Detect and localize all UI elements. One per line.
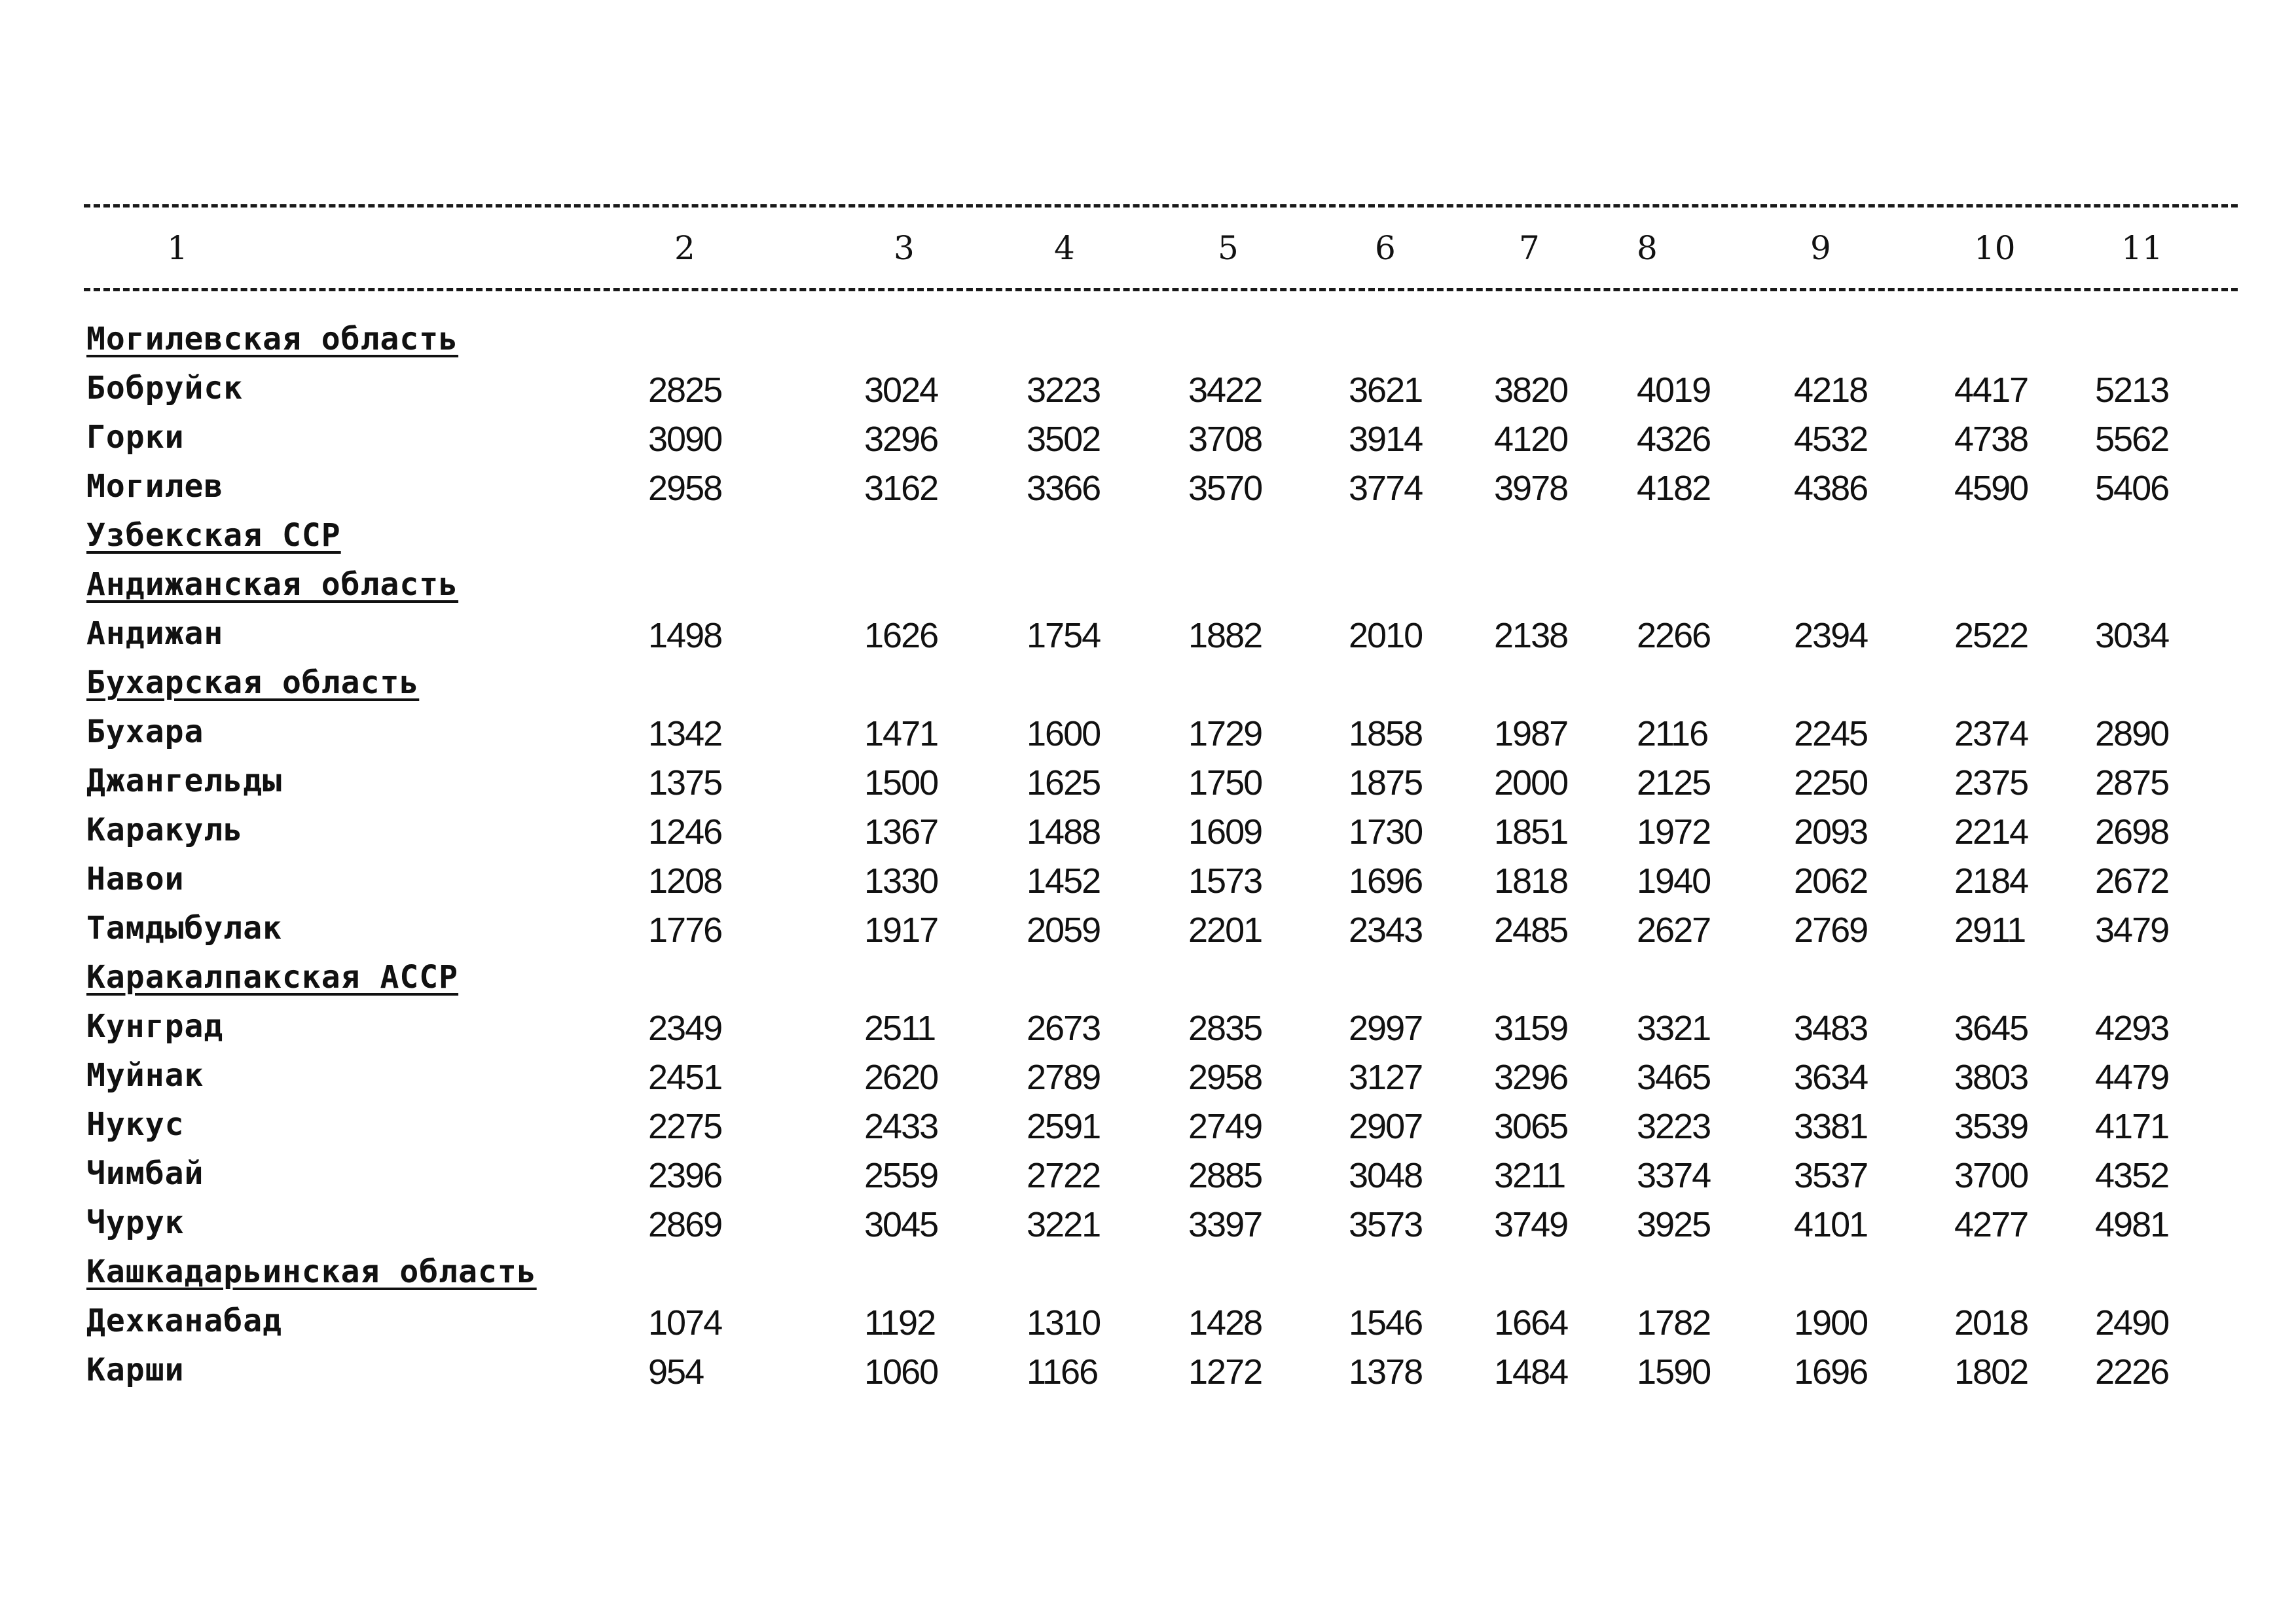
table-cell-col-7: 1851: [1494, 812, 1568, 852]
city-name: Муйнак: [86, 1057, 204, 1094]
table-row: [0, 861, 2296, 908]
table-cell-col-2: 1074: [648, 1303, 722, 1343]
city-name: Андижан: [86, 615, 224, 652]
city-name: Нукус: [86, 1106, 185, 1143]
table-cell-col-5: 1573: [1188, 861, 1262, 901]
table-cell-col-8: 4019: [1637, 370, 1711, 410]
table-cell-col-5: 2835: [1188, 1009, 1262, 1048]
table-cell-col-4: 3502: [1027, 420, 1101, 459]
table-cell-col-7: 3749: [1494, 1205, 1568, 1244]
city-name: Джангельды: [86, 763, 282, 799]
region-name: Могилевская область: [86, 321, 459, 357]
table-cell-col-10: 2375: [1954, 763, 2028, 803]
table-row: [0, 1155, 2296, 1202]
table-cell-col-6: 3048: [1349, 1156, 1423, 1195]
table-cell-col-2: 2869: [648, 1205, 722, 1244]
table-cell-col-3: 2559: [864, 1156, 938, 1195]
table-cell-col-8: 1782: [1637, 1303, 1711, 1343]
table-cell-col-3: 1626: [864, 616, 938, 655]
table-cell-col-10: 3539: [1954, 1107, 2028, 1146]
city-name: Бухара: [86, 713, 204, 750]
table-cell-col-9: 3537: [1794, 1156, 1868, 1195]
table-cell-col-6: 3914: [1349, 420, 1423, 459]
table-cell-col-3: 1917: [864, 911, 938, 950]
table-cell-col-4: 1452: [1027, 861, 1101, 901]
table-cell-col-10: 4417: [1954, 370, 2028, 410]
table-cell-col-2: 2275: [648, 1107, 722, 1146]
table-cell-col-11: 4981: [2095, 1205, 2169, 1244]
table-cell-col-3: 1192: [864, 1303, 936, 1343]
table-cell-col-6: 1546: [1349, 1303, 1423, 1343]
table-cell-col-2: 2451: [648, 1058, 722, 1097]
table-cell-col-5: 3708: [1188, 420, 1262, 459]
table-cell-col-3: 1471: [864, 714, 938, 753]
table-cell-col-11: 3479: [2095, 911, 2169, 950]
table-cell-col-8: 1972: [1637, 812, 1711, 852]
table-row: [0, 713, 2296, 761]
table-cell-col-4: 3366: [1027, 469, 1101, 508]
table-cell-col-4: 1625: [1027, 763, 1101, 803]
table-cell-col-9: 3634: [1794, 1058, 1868, 1097]
table-cell-col-7: 2138: [1494, 616, 1568, 655]
table-cell-col-2: 1208: [648, 861, 722, 901]
column-header-11: 11: [2121, 229, 2163, 267]
city-name: Могилев: [86, 468, 224, 505]
table-top-rule: [84, 204, 2238, 208]
table-cell-col-7: 2485: [1494, 911, 1568, 950]
table-cell-col-3: 1330: [864, 861, 938, 901]
table-cell-col-5: 3397: [1188, 1205, 1262, 1244]
table-cell-col-5: 1272: [1188, 1352, 1262, 1392]
region-header-row: [0, 566, 2296, 613]
table-cell-col-11: 2875: [2095, 763, 2169, 803]
table-cell-col-11: 2672: [2095, 861, 2169, 901]
table-cell-col-6: 1378: [1349, 1352, 1423, 1392]
table-cell-col-4: 2673: [1027, 1009, 1101, 1048]
table-cell-col-8: 2266: [1637, 616, 1711, 655]
table-cell-col-7: 3211: [1494, 1156, 1565, 1195]
city-name: Карши: [86, 1352, 185, 1388]
table-row: [0, 1057, 2296, 1104]
table-cell-col-5: 1882: [1188, 616, 1262, 655]
table-cell-col-4: 1488: [1027, 812, 1101, 852]
table-cell-col-10: 3645: [1954, 1009, 2028, 1048]
table-cell-col-2: 2349: [648, 1009, 722, 1048]
table-cell-col-2: 1498: [648, 616, 722, 655]
table-row: [0, 1106, 2296, 1153]
region-header-row: [0, 664, 2296, 712]
region-header-row: [0, 321, 2296, 368]
table-cell-col-2: 1342: [648, 714, 722, 753]
column-header-2: 2: [674, 229, 695, 267]
table-cell-col-11: 4293: [2095, 1009, 2169, 1048]
table-cell-col-10: 2911: [1954, 911, 2026, 950]
table-cell-col-3: 2620: [864, 1058, 938, 1097]
city-name: Горки: [86, 419, 185, 456]
table-cell-col-6: 2343: [1349, 911, 1423, 950]
city-name: Кунград: [86, 1008, 224, 1045]
region-name: Кашкадарьинская область: [86, 1254, 537, 1290]
table-cell-col-3: 1367: [864, 812, 938, 852]
column-header-5: 5: [1218, 229, 1239, 267]
column-header-7: 7: [1519, 229, 1540, 267]
city-name: Чимбай: [86, 1155, 204, 1192]
table-cell-col-6: 3774: [1349, 469, 1423, 508]
column-header-6: 6: [1375, 229, 1396, 267]
table-cell-col-3: 2433: [864, 1107, 938, 1146]
table-cell-col-10: 2184: [1954, 861, 2028, 901]
table-cell-col-10: 2522: [1954, 616, 2028, 655]
table-row: [0, 1008, 2296, 1055]
table-cell-col-10: 4590: [1954, 469, 2028, 508]
region-name: Узбекская ССР: [86, 517, 341, 554]
table-cell-col-11: 4171: [2095, 1107, 2169, 1146]
table-cell-col-2: 1246: [648, 812, 722, 852]
table-cell-col-9: 2093: [1794, 812, 1868, 852]
table-cell-col-2: 954: [648, 1352, 704, 1392]
table-cell-col-3: 1060: [864, 1352, 938, 1392]
city-name: Навои: [86, 861, 185, 897]
table-cell-col-2: 2825: [648, 370, 722, 410]
table-cell-col-9: 2769: [1794, 911, 1868, 950]
table-cell-col-9: 3483: [1794, 1009, 1868, 1048]
region-name: Бухарская область: [86, 664, 420, 701]
region-name: Каракалпакская АССР: [86, 959, 459, 996]
table-cell-col-9: 4101: [1794, 1205, 1868, 1244]
table-cell-col-6: 3127: [1349, 1058, 1423, 1097]
table-cell-col-11: 4352: [2095, 1156, 2169, 1195]
table-cell-col-6: 2010: [1349, 616, 1423, 655]
region-header-row: [0, 959, 2296, 1006]
table-row: [0, 419, 2296, 466]
table-cell-col-5: 2958: [1188, 1058, 1262, 1097]
table-cell-col-9: 1900: [1794, 1303, 1868, 1343]
table-cell-col-5: 2749: [1188, 1107, 1262, 1146]
table-cell-col-10: 2374: [1954, 714, 2028, 753]
table-cell-col-11: 4479: [2095, 1058, 2169, 1097]
table-cell-col-6: 3621: [1349, 370, 1423, 410]
table-cell-col-5: 1750: [1188, 763, 1262, 803]
table-cell-col-8: 3465: [1637, 1058, 1711, 1097]
table-row: [0, 370, 2296, 417]
table-cell-col-8: 2627: [1637, 911, 1711, 950]
table-cell-col-2: 3090: [648, 420, 722, 459]
table-row: [0, 763, 2296, 810]
column-header-9: 9: [1810, 229, 1831, 267]
table-cell-col-4: 1166: [1027, 1352, 1098, 1392]
table-cell-col-3: 1500: [864, 763, 938, 803]
city-name: Чурук: [86, 1204, 185, 1241]
table-cell-col-6: 1875: [1349, 763, 1423, 803]
city-name: Бобруйск: [86, 370, 244, 406]
table-cell-col-7: 1484: [1494, 1352, 1568, 1392]
table-cell-col-6: 2997: [1349, 1009, 1423, 1048]
table-cell-col-7: 3978: [1494, 469, 1568, 508]
table-cell-col-5: 3570: [1188, 469, 1262, 508]
column-header-1: 1: [167, 229, 188, 267]
table-cell-col-9: 4386: [1794, 469, 1868, 508]
table-cell-col-10: 1802: [1954, 1352, 2028, 1392]
table-cell-col-7: 1818: [1494, 861, 1568, 901]
table-cell-col-8: 4182: [1637, 469, 1711, 508]
table-cell-col-7: 2000: [1494, 763, 1568, 803]
table-row: [0, 468, 2296, 515]
table-cell-col-9: 2062: [1794, 861, 1868, 901]
region-header-row: [0, 1254, 2296, 1301]
table-cell-col-8: 1940: [1637, 861, 1711, 901]
table-cell-col-6: 3573: [1349, 1205, 1423, 1244]
table-cell-col-5: 3422: [1188, 370, 1262, 410]
table-cell-col-9: 2245: [1794, 714, 1868, 753]
table-cell-col-5: 2885: [1188, 1156, 1262, 1195]
table-cell-col-4: 1754: [1027, 616, 1101, 655]
table-cell-col-4: 2059: [1027, 911, 1101, 950]
table-cell-col-3: 3024: [864, 370, 938, 410]
table-cell-col-11: 2490: [2095, 1303, 2169, 1343]
region-name: Андижанская область: [86, 566, 459, 603]
table-row: [0, 1204, 2296, 1252]
table-cell-col-8: 1590: [1637, 1352, 1711, 1392]
table-cell-col-2: 1375: [648, 763, 722, 803]
table-cell-col-11: 2226: [2095, 1352, 2169, 1392]
table-cell-col-2: 2958: [648, 469, 722, 508]
table-cell-col-8: 2125: [1637, 763, 1711, 803]
column-header-4: 4: [1054, 229, 1075, 267]
table-cell-col-11: 3034: [2095, 616, 2169, 655]
table-cell-col-11: 2890: [2095, 714, 2169, 753]
table-cell-col-6: 1730: [1349, 812, 1423, 852]
city-name: Тамдыбулак: [86, 910, 282, 947]
city-name: Каракуль: [86, 812, 244, 848]
table-cell-col-3: 3045: [864, 1205, 938, 1244]
table-cell-col-9: 4218: [1794, 370, 1868, 410]
table-cell-col-4: 1600: [1027, 714, 1101, 753]
table-row: [0, 910, 2296, 957]
table-cell-col-3: 3162: [864, 469, 938, 508]
table-cell-col-9: 3381: [1794, 1107, 1868, 1146]
table-cell-col-6: 2907: [1349, 1107, 1423, 1146]
table-cell-col-11: 5406: [2095, 469, 2169, 508]
table-cell-col-9: 2394: [1794, 616, 1868, 655]
table-cell-col-6: 1858: [1349, 714, 1423, 753]
table-cell-col-5: 2201: [1188, 911, 1262, 950]
table-cell-col-7: 3159: [1494, 1009, 1568, 1048]
table-cell-col-9: 4532: [1794, 420, 1868, 459]
column-header-10: 10: [1974, 229, 2016, 267]
table-cell-col-11: 2698: [2095, 812, 2169, 852]
column-header-8: 8: [1637, 229, 1658, 267]
table-cell-col-7: 1987: [1494, 714, 1568, 753]
table-cell-col-11: 5562: [2095, 420, 2169, 459]
table-cell-col-8: 3374: [1637, 1156, 1711, 1195]
table-cell-col-8: 3223: [1637, 1107, 1711, 1146]
column-header-3: 3: [894, 229, 915, 267]
table-cell-col-7: 1664: [1494, 1303, 1568, 1343]
table-cell-col-4: 1310: [1027, 1303, 1101, 1343]
table-cell-col-4: 2722: [1027, 1156, 1101, 1195]
table-cell-col-4: 2591: [1027, 1107, 1101, 1146]
table-cell-col-11: 5213: [2095, 370, 2169, 410]
table-cell-col-5: 1609: [1188, 812, 1262, 852]
table-cell-col-10: 3803: [1954, 1058, 2028, 1097]
table-cell-col-10: 4277: [1954, 1205, 2028, 1244]
table-cell-col-8: 4326: [1637, 420, 1711, 459]
table-cell-col-10: 2018: [1954, 1303, 2028, 1343]
table-cell-col-7: 4120: [1494, 420, 1568, 459]
table-cell-col-7: 3820: [1494, 370, 1568, 410]
table-cell-col-10: 2214: [1954, 812, 2028, 852]
city-name: Дехканабад: [86, 1303, 282, 1339]
table-header-rule: [84, 288, 2238, 291]
table-cell-col-4: 3221: [1027, 1205, 1101, 1244]
table-cell-col-8: 3925: [1637, 1205, 1711, 1244]
table-cell-col-3: 2511: [864, 1009, 936, 1048]
table-cell-col-2: 1776: [648, 911, 722, 950]
table-cell-col-8: 3321: [1637, 1009, 1711, 1048]
table-cell-col-9: 1696: [1794, 1352, 1868, 1392]
table-row: [0, 1303, 2296, 1350]
table-cell-col-4: 2789: [1027, 1058, 1101, 1097]
table-cell-col-10: 3700: [1954, 1156, 2028, 1195]
table-cell-col-10: 4738: [1954, 420, 2028, 459]
table-cell-col-8: 2116: [1637, 714, 1708, 753]
table-cell-col-4: 3223: [1027, 370, 1101, 410]
table-row: [0, 1352, 2296, 1399]
region-header-row: [0, 517, 2296, 564]
table-cell-col-7: 3065: [1494, 1107, 1568, 1146]
table-cell-col-5: 1428: [1188, 1303, 1262, 1343]
table-row: [0, 615, 2296, 662]
table-row: [0, 812, 2296, 859]
table-cell-col-2: 2396: [648, 1156, 722, 1195]
table-cell-col-3: 3296: [864, 420, 938, 459]
table-cell-col-7: 3296: [1494, 1058, 1568, 1097]
table-cell-col-5: 1729: [1188, 714, 1262, 753]
table-cell-col-9: 2250: [1794, 763, 1868, 803]
table-cell-col-6: 1696: [1349, 861, 1423, 901]
